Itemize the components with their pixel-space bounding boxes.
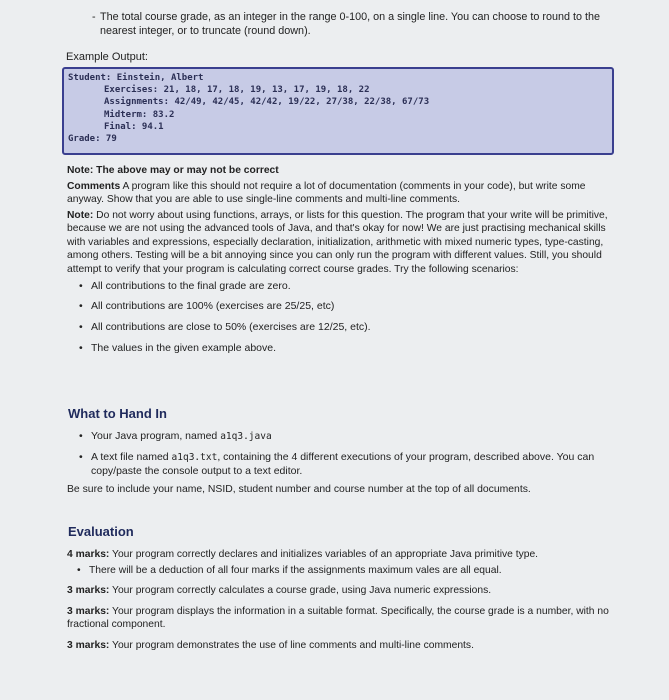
grade-requirement-item	[92, 10, 630, 39]
eval-sub-text: There will be a deduction of all four marks if the assignments maximum vales are all equal.	[89, 564, 502, 576]
list-item	[67, 321, 617, 335]
marks-label: 3 marks:	[67, 585, 110, 597]
primitive-note-text: Do not worry about using functions, arrays, or lists for this question. The program that your write will be primitive, because we are not using the advanced tools of Java, and that's okay for now! We are just practising mechanical skills with variables and expressions, especially declaration, initialization, arithmetic with mixed numeric types, type-casting, among others. Testing will be a bit annoying since you can only run the program with different values. Still, you should attempt to verify that your program is calculating correct course grades. Try the following scenarios:	[67, 209, 608, 276]
list-item	[67, 342, 617, 356]
eval-text: Your program correctly declares and initializes variables of an appropriate Java primitive type.	[109, 549, 539, 560]
eval-sub-item	[67, 564, 627, 578]
bullet-icon: •	[77, 564, 81, 576]
eval-item	[67, 584, 627, 598]
grade-requirement-text: The total course grade, as an integer in the range 0-100, on a single line. You can choose to round to the nearest integer, or to truncate (round down).	[100, 11, 601, 38]
dash-bullet: -	[92, 11, 96, 23]
marks-label: 4 marks:	[67, 549, 110, 560]
eval-text: Your program correctly calculates a course grade, using Java numeric expressions.	[109, 585, 492, 597]
eval-text: Your program demonstrates the use of line comments and multi-line comments.	[109, 639, 474, 651]
marks-label: 3 marks:	[67, 639, 110, 651]
bullet-icon: •	[79, 279, 83, 292]
list-item	[67, 300, 617, 314]
hand-in-text: Your Java program, named	[91, 430, 221, 442]
primitive-note-paragraph	[67, 209, 617, 277]
comments-text: A program like this should not require a lot of documentation (comments in your code), but write some anyway. Show that you are able to use single-line comments and multi-line comments.	[67, 180, 586, 206]
bullet-icon: •	[79, 300, 83, 313]
code-line-final: Final: 94.1	[104, 121, 164, 132]
eval-item	[67, 639, 627, 653]
code-line-exercises: Exercises: 21, 18, 17, 18, 19, 13, 17, 19, 18, 22	[104, 85, 370, 96]
hand-in-heading: What to Hand In	[68, 406, 167, 421]
hand-in-section	[67, 430, 627, 496]
scenario-text: The values in the given example above.	[91, 342, 277, 355]
bullet-icon: •	[79, 342, 83, 355]
code-line-midterm: Midterm: 83.2	[104, 109, 175, 120]
hand-in-text: , containing the 4 different executions of your program, described above. You can copy/paste the console output to a text editor.	[91, 450, 595, 477]
java-filename: a1q3.java	[220, 431, 272, 442]
code-line-assignments: Assignments: 42/49, 42/45, 42/42, 19/22, 27/38, 22/38, 67/73	[104, 97, 430, 108]
bullet-icon: •	[79, 450, 83, 463]
example-output-label: Example Output:	[66, 51, 148, 63]
hand-in-note: Be sure to include your name, NSID, student number and course number at the top of all documents.	[67, 483, 531, 495]
code-line-student: Student: Einstein, Albert	[68, 73, 204, 83]
code-line-grade: Grade: 79	[68, 134, 117, 145]
list-item	[67, 280, 617, 294]
evaluation-heading: Evaluation	[68, 524, 134, 539]
scenario-text: All contributions are close to 50% (exercises are 12/25, etc).	[91, 321, 371, 334]
note-label: Note:	[67, 209, 94, 221]
list-item	[67, 451, 627, 479]
hand-in-text: A text file named	[91, 450, 172, 463]
scenario-text: All contributions are 100% (exercises are 25/25, etc)	[91, 300, 335, 313]
comments-label: Comments	[67, 180, 121, 192]
txt-filename: a1q3.txt	[171, 451, 218, 463]
notes-section	[67, 164, 617, 363]
evaluation-section	[67, 548, 627, 659]
eval-item	[67, 605, 627, 632]
note-correctness: Note: The above may or may not be correct	[67, 165, 279, 176]
scenario-list	[67, 280, 617, 356]
bullet-icon: •	[79, 430, 83, 442]
comments-paragraph	[67, 180, 617, 207]
eval-item	[67, 548, 627, 562]
eval-text: Your program displays the information in a suitable format. Specifically, the course grade is a number, with no fractional component.	[67, 605, 609, 631]
hand-in-list	[67, 430, 627, 479]
scenario-text: All contributions to the final grade are zero.	[91, 279, 291, 292]
example-output-codebox	[62, 67, 614, 155]
bullet-icon: •	[79, 321, 83, 334]
marks-label: 3 marks:	[67, 605, 110, 617]
list-item	[67, 430, 627, 444]
